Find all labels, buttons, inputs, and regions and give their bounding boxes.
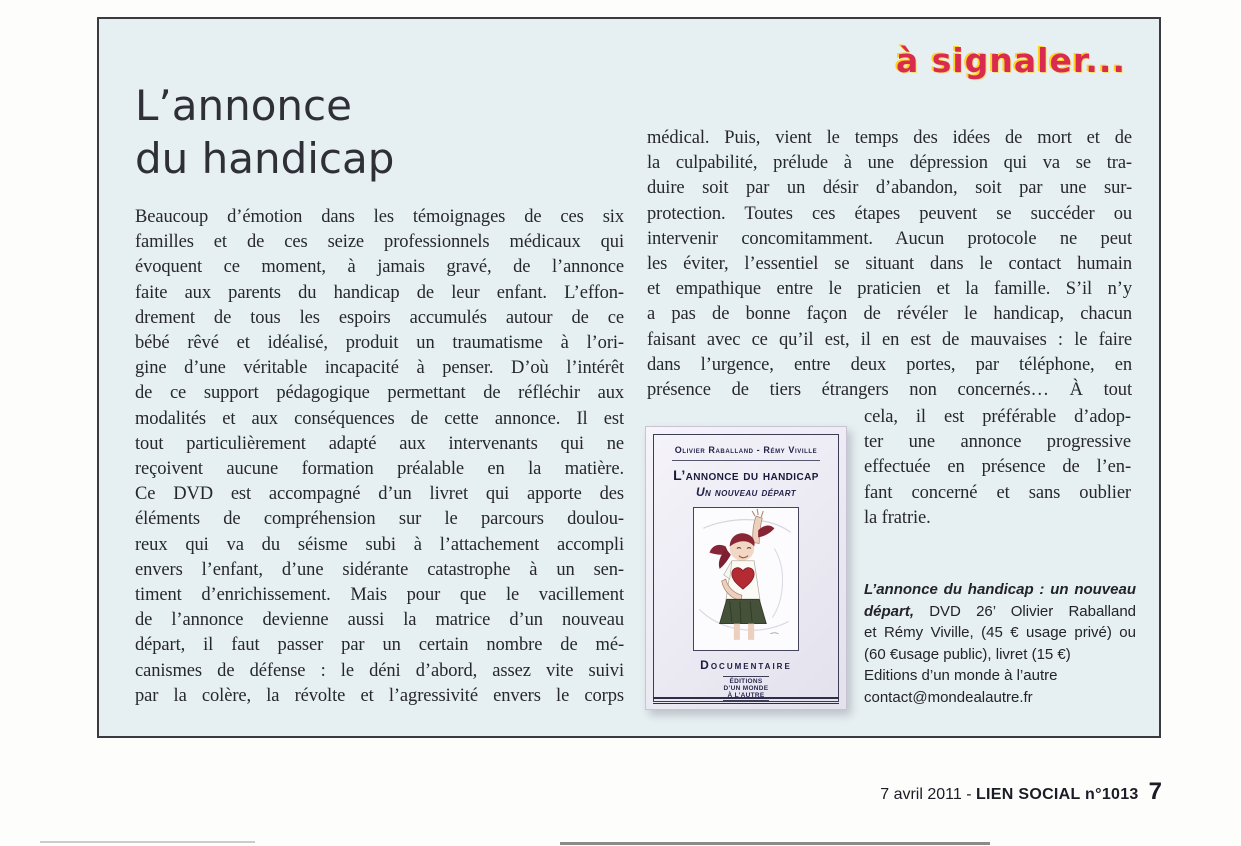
footer-magazine-title: LIEN SOCIAL n°1013	[975, 786, 1139, 803]
dvd-caption	[864, 579, 1136, 709]
text-line: Ce DVD est accompagné d’un livret qui apporte des	[135, 484, 624, 505]
publisher-name: Editions d’un monde à l’autre	[864, 667, 1058, 685]
text-line: envers l’enfant, d’une sidérante catastrophe à un sen-	[135, 559, 624, 580]
text-line: faite aux parents du handicap de leur enfant. L’effon-	[135, 282, 624, 303]
dvd-publisher-line: D’UN MONDE	[723, 685, 769, 692]
dvd-genre-label: Documentaire	[700, 658, 792, 672]
article-right-column	[647, 126, 1132, 403]
footer-page-number: 7	[1148, 778, 1162, 805]
text-line: la culpabilité, prélude à une dépression qui va se tra-	[647, 153, 1132, 174]
text-line: intervenir concomitamment. Aucun protocole ne peut	[647, 228, 1132, 249]
article-left-column	[135, 205, 624, 709]
text-line: modalités et aux conséquences de cette annonce. Il est	[135, 408, 624, 429]
dvd-title: L’annonce du handicap	[673, 467, 819, 483]
dvd-publisher-line: À L’AUTRE	[727, 692, 765, 699]
text-line: tout particulièrement adapté aux intervenants qui ne	[135, 433, 624, 454]
article-panel	[97, 17, 1161, 738]
text-line: de ce support pédagogique permettant de réfléchir aux	[135, 383, 624, 404]
text-line: la fratrie.	[864, 507, 931, 528]
text-line: évoquent ce moment, à jamais gravé, de l’annonce	[135, 257, 624, 278]
text-line: fant concerné et sans oublier	[864, 482, 1131, 503]
dvd-cover	[645, 426, 847, 710]
caption-line	[864, 601, 1136, 623]
text-line: médical. Puis, vient le temps des idées de mort et de	[647, 128, 1132, 148]
text-line: cela, il est préférable d’adop-	[864, 407, 1131, 427]
text-line: éléments de compréhension sur le parcours doulou-	[135, 509, 624, 530]
scan-artifact-line	[40, 841, 255, 843]
text-line: effectuée en présence de l’en-	[864, 457, 1131, 478]
text-line: drement de tous les espoirs accumulés autour de ce	[135, 307, 624, 328]
dvd-publisher-line: ÉDITIONS	[729, 678, 763, 685]
text-line: reux qui va du séisme subi à l’attachement accompli	[135, 534, 624, 555]
text-line: duire soit par un désir d’abandon, soit par une sur-	[647, 178, 1132, 199]
text-line: a pas de bonne façon de révéler le handicap, chacun	[647, 304, 1132, 325]
text-line: les éviter, l’essentiel se situant dans le contact humain	[647, 254, 1132, 275]
text-line: départ, il faut passer par un certain nombre de mé-	[135, 635, 624, 656]
text-line: présence de tiers étrangers non concernés… À tout	[647, 380, 1132, 401]
text-line: de l’annonce devienne aussi la matrice d’un nouveau	[135, 610, 624, 631]
caption-credits-start: DVD 26’ Olivier Raballand	[929, 602, 1136, 620]
text-line: faisant avec ce qu’il est, il en est de mauvaises : le faire	[647, 329, 1132, 350]
text-line: timent d’enrichissement. Mais pour que le vacillement	[135, 585, 624, 606]
dvd-bottom-bands	[653, 697, 839, 704]
footer-date: 7 avril 2011 -	[880, 786, 976, 803]
text-line: familles et de ces seize professionnels médicaux qui	[135, 232, 624, 253]
dvd-cover-illustration	[693, 507, 799, 651]
text-line: par la colère, la révolte et l’agressivité envers le corps	[135, 685, 624, 706]
caption-line	[864, 579, 1136, 601]
text-line: gine d’une véritable incapacité à penser. D’où l’intérêt	[135, 358, 624, 379]
text-line: protection. Toutes ces étapes peuvent se succéder ou	[647, 203, 1132, 224]
article-title-line1: L’annonce	[135, 81, 352, 130]
caption-line: (60 €usage public), livret (15 €)	[864, 645, 1071, 663]
caption-title-part2: départ,	[864, 602, 915, 620]
text-line: Beaucoup d’émotion dans les témoignages de ces six	[135, 207, 624, 227]
dvd-divider-rule	[672, 460, 819, 461]
text-line: dans l’urgence, entre deux portes, par téléphone, en	[647, 354, 1132, 375]
text-line: bébé rêvé et idéalisé, produit un traumatisme à l’ori-	[135, 333, 624, 354]
contact-email: contact@mondealautre.fr	[864, 688, 1033, 706]
caption-title-part1: L’annonce du handicap : un nouveau	[864, 581, 1136, 598]
page-footer	[880, 778, 1162, 806]
article-wrap-column	[864, 405, 1131, 531]
scan-artifact-line	[560, 842, 990, 845]
article-title	[135, 79, 394, 185]
text-line: et empathique entre le praticien et la famille. S’il n’y	[647, 279, 1132, 300]
dvd-cover-inner-frame	[653, 434, 839, 702]
text-line: canismes de défense : le déni d’abord, assez vite suivi	[135, 660, 624, 681]
text-line: reçoivent aucune formation préalable en la matière.	[135, 459, 624, 480]
dvd-authors: Olivier Raballand - Rémy Viville	[674, 445, 818, 455]
article-title-line2: du handicap	[135, 134, 395, 183]
caption-line: et Rémy Viville, (45 € usage privé) ou	[864, 624, 1136, 642]
dvd-subtitle: Un nouveau départ	[695, 485, 797, 499]
section-label: à signaler...	[896, 41, 1126, 80]
text-line: ter une annonce progressive	[864, 432, 1131, 453]
